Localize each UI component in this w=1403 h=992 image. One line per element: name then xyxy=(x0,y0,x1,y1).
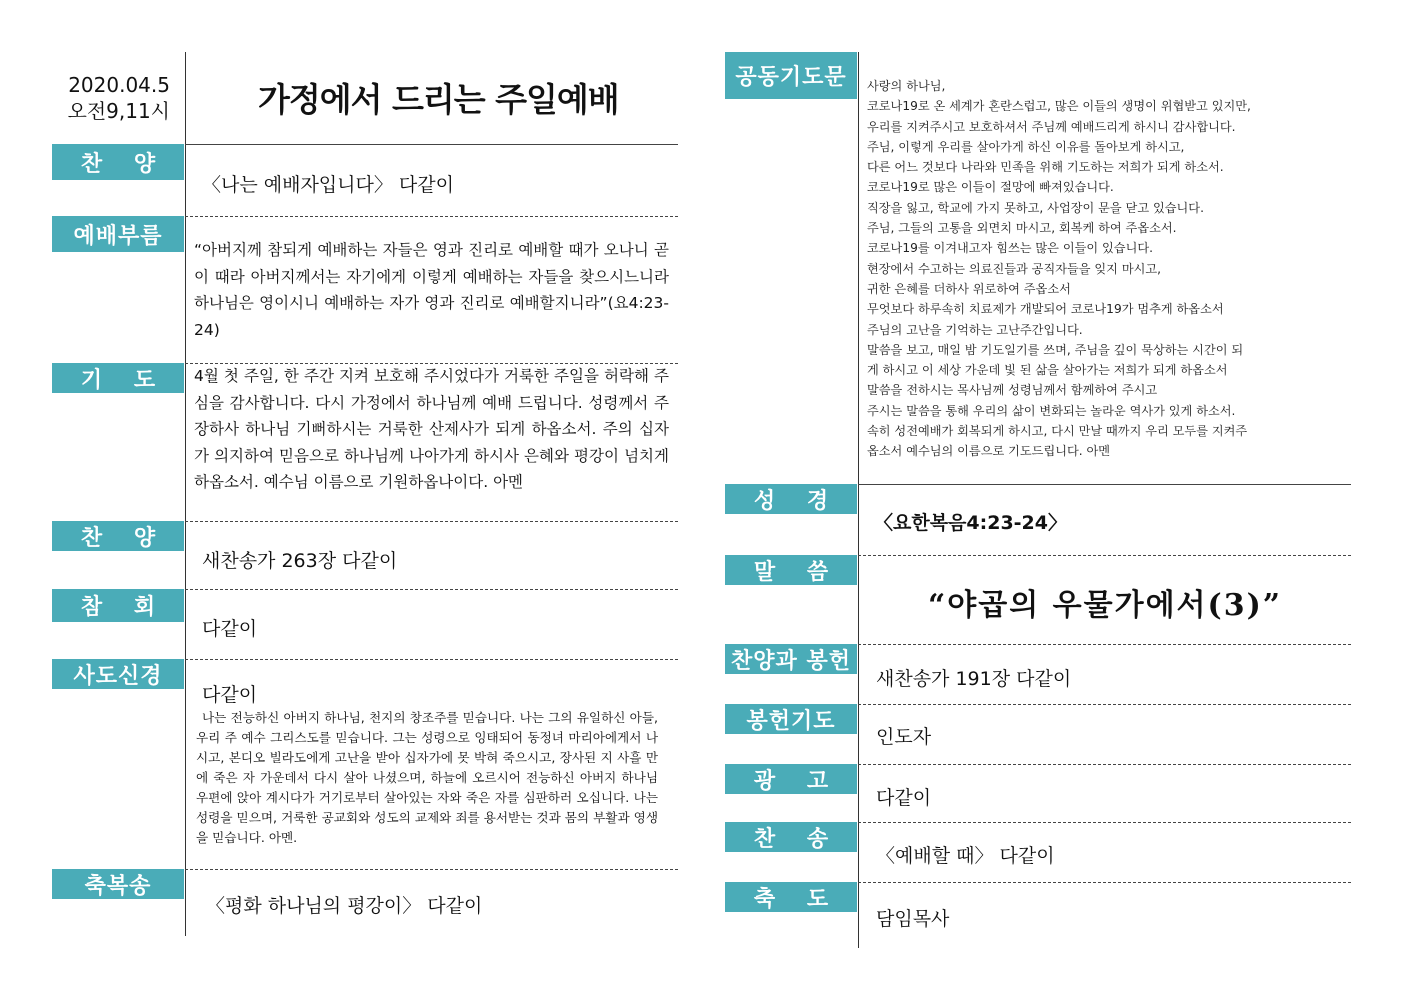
section-label-hymn: 찬 양 xyxy=(52,144,184,180)
separator xyxy=(858,882,1351,883)
separator xyxy=(858,822,1351,823)
separator xyxy=(185,589,678,590)
prayer-line: 주님, 이렇게 우리를 살아가게 하신 이유를 돌아보게 하시고, xyxy=(867,139,1185,154)
time-text: 오전9,11시 xyxy=(67,99,170,123)
prayer-line: 무엇보다 하루속히 치료제가 개발되어 코로나19가 멈추게 하옵소서 xyxy=(867,302,1224,317)
section-label-benediction: 축 도 xyxy=(725,882,857,912)
separator xyxy=(858,764,1351,765)
separator xyxy=(185,521,678,522)
repentance-text: 다같이 xyxy=(202,618,258,640)
section-label-announcements: 광 고 xyxy=(725,764,857,794)
left-divider xyxy=(185,52,186,936)
prayer-line: 사랑의 하나님, xyxy=(867,79,946,93)
prayer-line: 직장을 잃고, 학교에 가지 못하고, 사업장이 문을 닫고 있습니다. xyxy=(867,200,1204,215)
prayer-line: 주님의 고난을 기억하는 고난주간입니다. xyxy=(867,322,1083,337)
section-label-repentance: 참 회 xyxy=(52,589,184,622)
separator xyxy=(858,644,1351,645)
common-prayer-text xyxy=(867,76,1343,462)
prayer-line: 코로나19를 이겨내고자 힘쓰는 많은 이들이 있습니다. xyxy=(867,241,1153,256)
prayer-line: 말씀을 보고, 매일 밤 기도일기를 쓰며, 주님을 깊이 묵상하는 시간이 되 xyxy=(867,342,1244,357)
service-date xyxy=(40,72,170,124)
prayer-line: 게 하시고 이 세상 가운데 빛 된 삶을 살아가는 저희가 되게 하옵소서 xyxy=(867,363,1228,378)
section-label-hymn: 찬 송 xyxy=(725,822,857,852)
creed-participants: 다같이 xyxy=(202,684,258,706)
blessing-song-title: 〈평화 하나님의 평강이〉 다같이 xyxy=(206,895,483,917)
separator xyxy=(858,555,1351,556)
section-label-call-to-worship: 예배부름 xyxy=(52,216,184,252)
date-text: 2020.04.5 xyxy=(68,73,170,97)
prayer-line: 우리를 지켜주시고 보호하셔서 주님께 예배드리게 하시니 감사합니다. xyxy=(867,119,1236,134)
announcements-text: 다같이 xyxy=(876,787,932,809)
prayer-line: 귀한 은혜를 더하사 위로하여 주옵소서 xyxy=(867,281,1071,296)
prayer-line: 옵소서 예수님의 이름으로 기도드립니다. 아멘 xyxy=(867,444,1111,459)
section-label-prayer: 기 도 xyxy=(52,363,184,393)
prayer-line: 말씀을 전하시는 목사님께 성령님께서 함께하여 주시고 xyxy=(867,383,1158,398)
prayer-line: 주시는 말씀을 통해 우리의 삶이 변화되는 놀라운 역사가 있게 하소서. xyxy=(867,403,1236,418)
hymn-number: 새찬송가 263장 다같이 xyxy=(202,550,398,572)
section-label-scripture: 성 경 xyxy=(725,484,857,514)
separator xyxy=(858,484,1351,485)
benediction-officiant: 담임목사 xyxy=(876,908,950,930)
separator xyxy=(185,216,678,217)
offering-prayer-leader: 인도자 xyxy=(876,726,932,748)
prayer-line: 코로나19로 온 세계가 혼란스럽고, 많은 이들의 생명이 위협받고 있지만, xyxy=(867,99,1251,114)
section-label-common-prayer: 공동기도문 xyxy=(725,52,857,99)
hymn-title: 〈나는 예배자입니다〉 다같이 xyxy=(202,174,454,196)
separator xyxy=(185,869,678,870)
page-title: 가정에서 드리는 주일예배 xyxy=(258,80,619,119)
separator xyxy=(185,659,678,660)
scripture-reference: 〈요한복음4:23-24〉 xyxy=(874,512,1068,534)
separator xyxy=(185,144,678,145)
prayer-line: 다른 어느 것보다 나라와 민족을 위해 기도하는 저희가 되게 하소서. xyxy=(867,160,1224,175)
prayer-line: 속히 성전예배가 회복되게 하시고, 다시 만날 때까지 우리 모두를 지켜주 xyxy=(867,424,1248,439)
prayer-line: 주님, 그들의 고통을 외면치 마시고, 회복케 하여 주옵소서. xyxy=(867,221,1177,236)
closing-hymn: 〈예배할 때〉 다같이 xyxy=(876,845,1055,867)
section-label-offering: 찬양과 봉헌 xyxy=(725,644,857,674)
sermon-title: “야곱의 우물가에서(3)” xyxy=(928,588,1283,623)
offering-hymn: 새찬송가 191장 다같이 xyxy=(876,668,1072,690)
section-label-offering-prayer: 봉헌기도 xyxy=(725,704,857,734)
separator xyxy=(858,704,1351,705)
call-to-worship-text: “아버지께 참되게 예배하는 자들은 영과 진리로 예배할 때가 오나니 곧 이 때라 아버지께서는 자기에게 이렇게 예배하는 자들을 찾으시느니라 하나님은 영이시니 예배하는 자가 영과 진리로 예배할지니라”(요4:23-24) xyxy=(194,241,669,339)
section-label-sermon: 말 씀 xyxy=(725,555,857,585)
right-divider xyxy=(858,52,859,948)
prayer-line: 코로나19로 많은 이들이 절망에 빠져있습니다. xyxy=(867,180,1114,195)
section-label-hymn: 찬 양 xyxy=(52,521,184,551)
section-label-blessing-song: 축복송 xyxy=(52,869,184,899)
section-label-apostles-creed: 사도신경 xyxy=(52,659,184,689)
prayer-line: 현장에서 수고하는 의료진들과 공직자들을 잊지 마시고, xyxy=(867,261,1162,276)
apostles-creed-text: 나는 전능하신 아버지 하나님, 천지의 창조주를 믿습니다. 나는 그의 유일하신 아들, 우리 주 예수 그리스도를 믿습니다. 그는 성령으로 잉태되어 동정녀 마리아에게서 나시고, 본디오 빌라도에게 고난을 받아 십자가에 못 박혀 죽으시고, 장사된 지 사흘 만에 죽은 자 가운데서 다시 살아 나셨으며, 하늘에 오르시어 전능하신 아버지 하나님 우편에 앉아 계시다가 거기로부터 살아있는 자와 죽은 자를 심판하러 오십니다. 나는 성령을 믿으며, 거룩한 공교회와 성도의 교제와 죄를 용서받는 것과 몸의 부활과 영생을 믿습니다. 아멘. xyxy=(196,710,658,845)
prayer-text: 4월 첫 주일, 한 주간 지켜 보호해 주시었다가 거룩한 주일을 허락해 주심을 감사합니다. 다시 가정에서 하나님께 예배 드립니다. 성령께서 주장하사 하나님 기뻐하시는 거룩한 산제사가 되게 하옵소서. 주의 십자가 의지하여 믿음으로 하나님께 나아가게 하시사 은혜와 평강이 넘치게 하옵소서. 예수님 이름으로 기원하옵나이다. 아멘 xyxy=(194,367,669,491)
